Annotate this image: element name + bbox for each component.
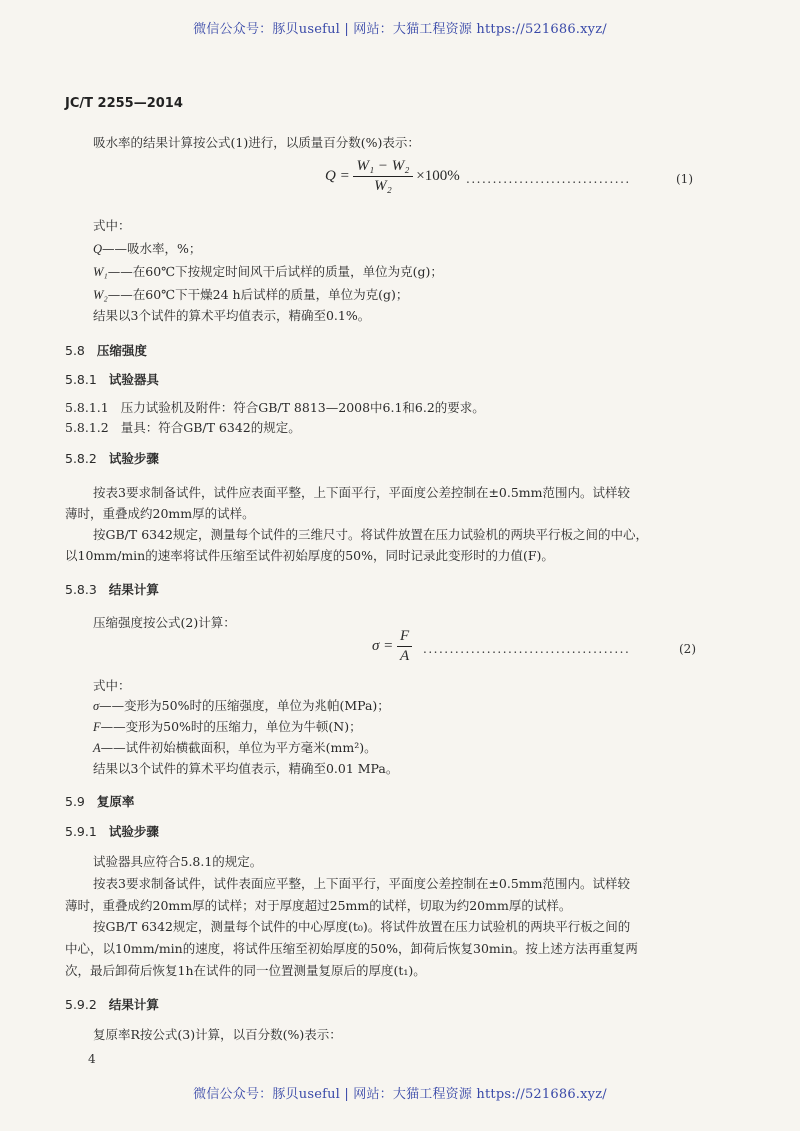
formula-1-fraction (353, 158, 412, 195)
formula-2-numerator: F (397, 628, 412, 647)
definition-q-text: ——吸水率，%； (102, 241, 202, 256)
section-5-8-title: 压缩强度 (96, 343, 147, 358)
paragraph-5-9-1-c-line-3: 次，最后卸荷后恢复1h在试件的同一位置测量复原后的厚度(t₁)。 (65, 963, 426, 978)
definition-w1 (93, 262, 443, 280)
watermark-bottom: 微信公众号：豚贝useful | 网站：大猫工程资源 https://521686.xyz/ (193, 1087, 607, 1102)
definition-f (93, 717, 362, 735)
paragraph-5-8-2-a-line-2: 薄时，重叠成约20mm厚的试样。 (65, 506, 255, 521)
section-5-8-2-number: 5.8.2 (65, 451, 97, 466)
definition-f-text: ——变形为50%时的压缩力，单位为牛顿(N)； (100, 719, 362, 734)
section-5-8-1-title: 试验器具 (108, 372, 159, 387)
definition-q-symbol: Q (93, 242, 103, 256)
formula-1-number: (1) (676, 172, 693, 186)
section-5-9-1-heading (65, 822, 159, 840)
definition-sigma (93, 696, 390, 714)
page-number: 4 (88, 1052, 96, 1066)
clause-5-8-1-1-text: 压力试验机及附件：符合GB/T 8813—2008中6.1和6.2的要求。 (120, 400, 485, 415)
clause-5-8-1-2-text: 量具：符合GB/T 6342的规定。 (120, 420, 301, 435)
formula-1-lhs: Q = (325, 167, 350, 184)
definition-a (93, 738, 377, 756)
formula-2-fraction (397, 628, 412, 665)
clause-5-8-1-1-number: 5.8.1.1 (65, 400, 109, 415)
section-5-9-1-title: 试验步骤 (108, 824, 159, 839)
paragraph-recovery-rate-intro: 复原率R按公式(3)计算，以百分数(%)表示： (93, 1027, 342, 1042)
section-5-8-2-heading (65, 449, 159, 467)
paragraph-5-8-2-a-line-1: 按表3要求制备试件，试件应表面平整，上下面平行，平面度公差控制在±0.5mm范围内。试样较 (93, 485, 631, 500)
section-5-9-2-title: 结果计算 (108, 997, 159, 1012)
formula-2-number: (2) (679, 642, 696, 656)
definition-a-text: ——试件初始横截面积，单位为平方毫米(mm²)。 (100, 740, 377, 755)
section-5-8-2-title: 试验步骤 (108, 451, 159, 466)
definition-w1-symbol: W₁ (93, 265, 108, 279)
definition-f-symbol: F (93, 720, 101, 734)
clause-5-8-1-2 (65, 418, 301, 436)
paragraph-5-9-1-b-line-1: 按表3要求制备试件，试件表面应平整，上下面平行，平面度公差控制在±0.5mm范围内。试样较 (93, 876, 631, 891)
formula-2-leader-dots: ....................................... (423, 642, 631, 656)
paragraph-compressive-strength-intro: 压缩强度按公式(2)计算： (93, 615, 236, 630)
where-label-2: 式中： (93, 678, 131, 693)
formula-1-leader-dots: ............................... (466, 172, 631, 186)
result-statement-1: 结果以3个试件的算术平均值表示，精确至0.1%。 (93, 308, 371, 323)
definition-w2-symbol: W₂ (93, 288, 108, 302)
result-statement-2: 结果以3个试件的算术平均值表示，精确至0.01 MPa。 (93, 761, 399, 776)
section-5-9-number: 5.9 (65, 794, 85, 809)
section-5-8-1-heading (65, 370, 159, 388)
where-label-1: 式中： (93, 218, 131, 233)
definition-w2-text: ——在60℃下干燥24 h后试样的质量，单位为克(g)； (107, 287, 409, 302)
definition-sigma-symbol: σ (93, 699, 100, 713)
section-5-8-3-heading (65, 580, 159, 598)
section-5-9-2-number: 5.9.2 (65, 997, 97, 1012)
formula-1-tail: ×100% (416, 167, 460, 184)
paragraph-5-9-1-c-line-1: 按GB/T 6342规定，测量每个试件的中心厚度(t₀)。将试件放置在压力试验机的两块平行板之间的 (93, 919, 631, 934)
paragraph-5-8-2-b-line-2: 以10mm/min的速率将试件压缩至试件初始厚度的50%，同时记录此变形时的力值(F)。 (65, 548, 554, 563)
formula-2 (372, 628, 412, 665)
formula-2-lhs: σ = (372, 637, 394, 654)
section-5-8-1-number: 5.8.1 (65, 372, 97, 387)
section-5-9-title: 复原率 (96, 794, 135, 809)
definition-q (93, 239, 201, 257)
paragraph-5-9-1-a: 试验器具应符合5.8.1的规定。 (93, 854, 263, 869)
clause-5-8-1-1 (65, 398, 485, 416)
paragraph-5-9-1-b-line-2: 薄时，重叠成约20mm厚的试样；对于厚度超过25mm的试样，切取为约20mm厚的试样。 (65, 898, 572, 913)
section-5-8-number: 5.8 (65, 343, 85, 358)
formula-2-denominator: A (400, 648, 410, 664)
section-5-8-3-title: 结果计算 (108, 582, 159, 597)
definition-w1-text: ——在60℃下按规定时间风干后试样的质量，单位为克(g)； (107, 264, 443, 279)
section-5-8-heading (65, 341, 147, 359)
section-5-9-1-number: 5.9.1 (65, 824, 97, 839)
section-5-9-2-heading (65, 995, 159, 1013)
standard-header: JC/T 2255—2014 (65, 96, 183, 111)
formula-1-denominator: W₂ (374, 178, 392, 194)
paragraph-5-9-1-c-line-2: 中心，以10mm/min的速度，将试件压缩至初始厚度的50%，卸荷后恢复30min。按上述方法再重复两 (65, 941, 638, 956)
definition-sigma-text: ——变形为50%时的压缩强度，单位为兆帕(MPa)； (99, 698, 390, 713)
watermark-top: 微信公众号：豚贝useful | 网站：大猫工程资源 https://521686.xyz/ (193, 22, 607, 37)
paragraph-water-absorption-intro: 吸水率的结果计算按公式(1)进行，以质量百分数(%)表示： (93, 135, 420, 150)
formula-1-numerator: W₁ − W₂ (353, 158, 412, 177)
formula-1 (325, 158, 460, 195)
clause-5-8-1-2-number: 5.8.1.2 (65, 420, 109, 435)
definition-w2 (93, 285, 408, 303)
section-5-8-3-number: 5.8.3 (65, 582, 97, 597)
section-5-9-heading (65, 792, 134, 810)
definition-a-symbol: A (93, 741, 101, 755)
paragraph-5-8-2-b-line-1: 按GB/T 6342规定，测量每个试件的三维尺寸。将试件放置在压力试验机的两块平行板之间的中心， (93, 527, 649, 542)
